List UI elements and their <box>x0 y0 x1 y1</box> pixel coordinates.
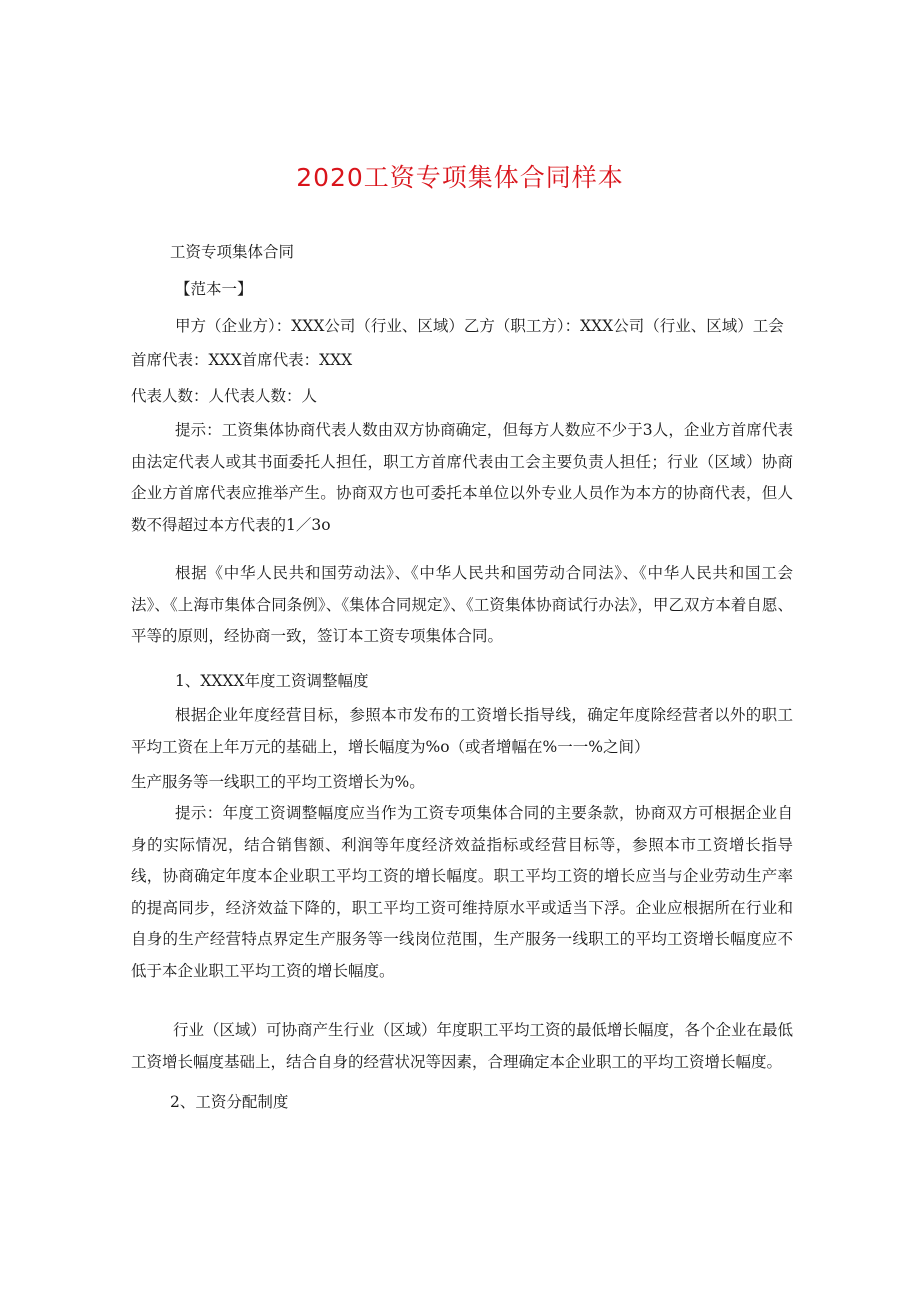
section1-body: 根据企业年度经营目标，参照本市发布的工资增长指导线，确定年度除经营者以外的职工平均工资在上年万元的基础上，增长幅度为%o（或者增幅在%一一%之间） <box>131 706 793 756</box>
section1-heading: 1、XXXX年度工资调整幅度 <box>175 672 369 690</box>
chief-representatives: 首席代表：XXX首席代表：XXX <box>131 351 353 369</box>
tip-adjustment: 提示：年度工资调整幅度应当作为工资专项集体合同的主要条款，协商双方可根据企业自身的实际情况，结合销售额、利润等年度经济效益指标或经营目标等，参照本市工资增长指导线，协商确定年度本企业职工平均工资的增长幅度。职工平均工资的增长应当与企业劳动生产率的提高同步，经济效益下降的，职工平均工资可维持原水平或适当下浮。企业应根据所在行业和自身的生产经营特点界定生产服务等一线岗位范围，生产服务一线职工的平均工资增长幅度应不低于本企业职工平均工资的增长幅度。 <box>131 804 793 980</box>
industry-paragraph: 行业（区域）可协商产生行业（区域）年度职工平均工资的最低增长幅度，各个企业在最低工资增长幅度基础上，结合自身的经营状况等因素，合理确定本企业职工的平均工资增长幅度。 <box>131 1021 794 1071</box>
representative-count: 代表人数：人代表人数：人 <box>131 387 318 405</box>
contract-subtitle: 工资专项集体合同 <box>170 243 295 261</box>
document-title: 2020工资专项集体合同样本 <box>296 163 624 192</box>
section1-frontline: 生产服务等一线职工的平均工资增长为%。 <box>131 773 425 791</box>
sample-label: 【范本一】 <box>175 280 253 298</box>
tip-representatives: 提示：工资集体协商代表人数由双方协商确定，但每方人数应不少于3人，企业方首席代表由法定代表人或其书面委托人担任，职工方首席代表由工会主要负责人担任；行业（区域）协商企业方首席代表应推举产生。协商双方也可委托本单位以外专业人员作为本方的协商代表，但人数不得超过本方代表的1／3o <box>131 421 793 534</box>
legal-basis: 根据《中华人民共和国劳动法》、《中华人民共和国劳动合同法》、《中华人民共和国工会法》、《上海市集体合同条例》、《集体合同规定》、《工资集体协商试行办法》，甲乙双方本着自愿、平等的原则，经协商一致，签订本工资专项集体合同。 <box>131 564 793 645</box>
section2-heading: 2、工资分配制度 <box>170 1093 289 1111</box>
party-line: 甲方（企业方）：XXX公司（行业、区域）乙方（职工方）：XXX公司（行业、区域）工会 <box>175 317 784 335</box>
